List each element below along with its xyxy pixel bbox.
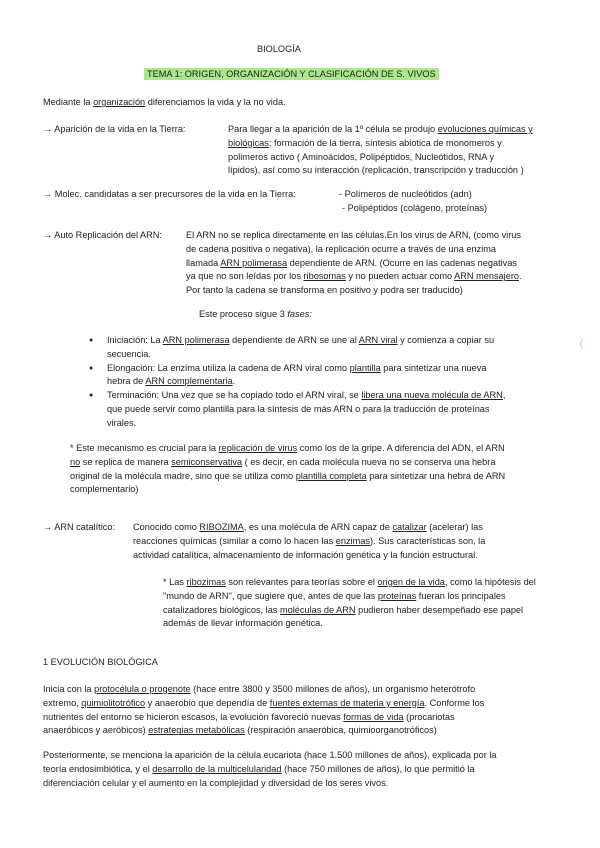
- note-ribozimas: * Las ribozimas son relevantes para teorías sobre el origen de la vida, como la hipótesis del "mundo de ARN", que sugiere que, antes de que las proteínas fueran los principales catalizadores biológicos, las moléculas de ARN pudieron haber desempeñado ese papel además de llevar información genética.: [163, 577, 536, 629]
- note-replicacion: * Este mecanismo es crucial para la replicación de virus como los de la gripe. A diferencia del ADN, el ARN no se replica de manera semiconservativa ( es decir, en cada molécula nueva no se conserva una hebra original de la molécula madre, sino que se utiliza como plantilla completa para sintetizar una hebra de ARN complementario): [70, 443, 506, 495]
- catal-heading: → ARN catalítico:: [43, 522, 115, 532]
- fases-intro: Este proceso sigue 3 fases:: [199, 309, 312, 319]
- evolucion-heading: 1 EVOLUCIÓN BIOLÓGICA: [43, 657, 158, 667]
- catal-text: Conocido como RIBOZIMA, es una molécula de ARN capaz de catalizar (acelerar) las reacciones químicas (similar a como lo hacen las enzimas). Sus características son, la actividad catalítica, almacenamiento de información genética y la función estructural.: [133, 522, 486, 560]
- topic-heading: TEMA 1: ORIGEN, ORGANIZACIÓN Y CLASIFICACIÓN DE S. VIVOS: [144, 68, 439, 82]
- auto-text: El ARN no se replica directamente en las células.En los virus de ARN, (como virus de cadena positiva o negativa), la replicación ocurre a través de una enzima llamada ARN polimerasa dependiente de ARN. (Ocurre en las cadenas negativas ya que no son leídas por los ribosomas y no pueden actuar como ARN mensajero. Por tanto la cadena se transforma en positivo y podra ser traducido): [186, 230, 522, 296]
- fase-iniciacion: ● Iniciación: La ARN polimerasa dependiente de ARN se une al ARN viral y comienza a copiar su secuencia.: [107, 334, 505, 362]
- molec-heading: → Molec. candidatas a ser precursores de la vida en la Tierra:: [43, 189, 296, 199]
- evolucion-paragraph-2: Posteriormente, se menciona la aparición de la célula eucariota (hace 1.500 millones de años), explicada por la teoría endosimbiótica, y el desarrollo de la multicelularidad (hace 750 millones de años), lo que permitió la diferenciación celular y el aumento en la complejidad y diversidad de los seres vivos.: [43, 750, 497, 788]
- document-title: BIOLOGÍA: [257, 44, 301, 54]
- evolucion-paragraph-1: Inicia con la protocélula o progenote (hace entre 3800 y 3500 millones de años), un organismo heterótrofo extremo, quimiolitotrófico y anaerobio que dependía de fuentes externas de materia y energía. Conforme los nutrientes del entorno se hicieron escasos, la evolución favoreció nuevas formas de vida (procariotas anaeróbicos y aeróbicos) estrategias metabólicas (respiración anaeróbica, quimioorganotróficos): [43, 684, 485, 736]
- intro-line: Mediante la organización diferenciamos la vida y la no vida.: [43, 97, 286, 107]
- fases-list: [107, 334, 505, 431]
- margin-mark: [580, 338, 587, 350]
- molec-item-1: - Polímeros de nucleótidos (adn): [339, 189, 472, 199]
- fase-elongacion: ● Elongación: La enzima utiliza la cadena de ARN viral como plantilla para sintetizar una nueva hebra de ARN complementaria.: [107, 362, 505, 390]
- auto-heading: → Auto Replicación del ARN:: [43, 230, 162, 240]
- fase-terminacion: ● Terminación: Una vez que se ha copiado todo el ARN viral, se libera una nueva molécula de ARN, que puede servir como plantilla para la síntesis de más ARN o para la traducción de proteínas virales.: [107, 389, 505, 430]
- aparicion-text: Para llegar a la aparición de la 1º célula se produjo evoluciones químicas y biológicas; formación de la tierra, síntesis abiotica de monomeros y polimeros activo ( Aminoácidos, Polipéptidos, Nucleótidos, RNA y lípidos), así como su interacción (replicación, transcripción y traducción ): [228, 124, 533, 176]
- molec-item-2: - Polipéptidos (colágeno, proteínas): [342, 203, 488, 213]
- aparicion-heading: → Aparición de la vida en la Tierra:: [43, 124, 186, 134]
